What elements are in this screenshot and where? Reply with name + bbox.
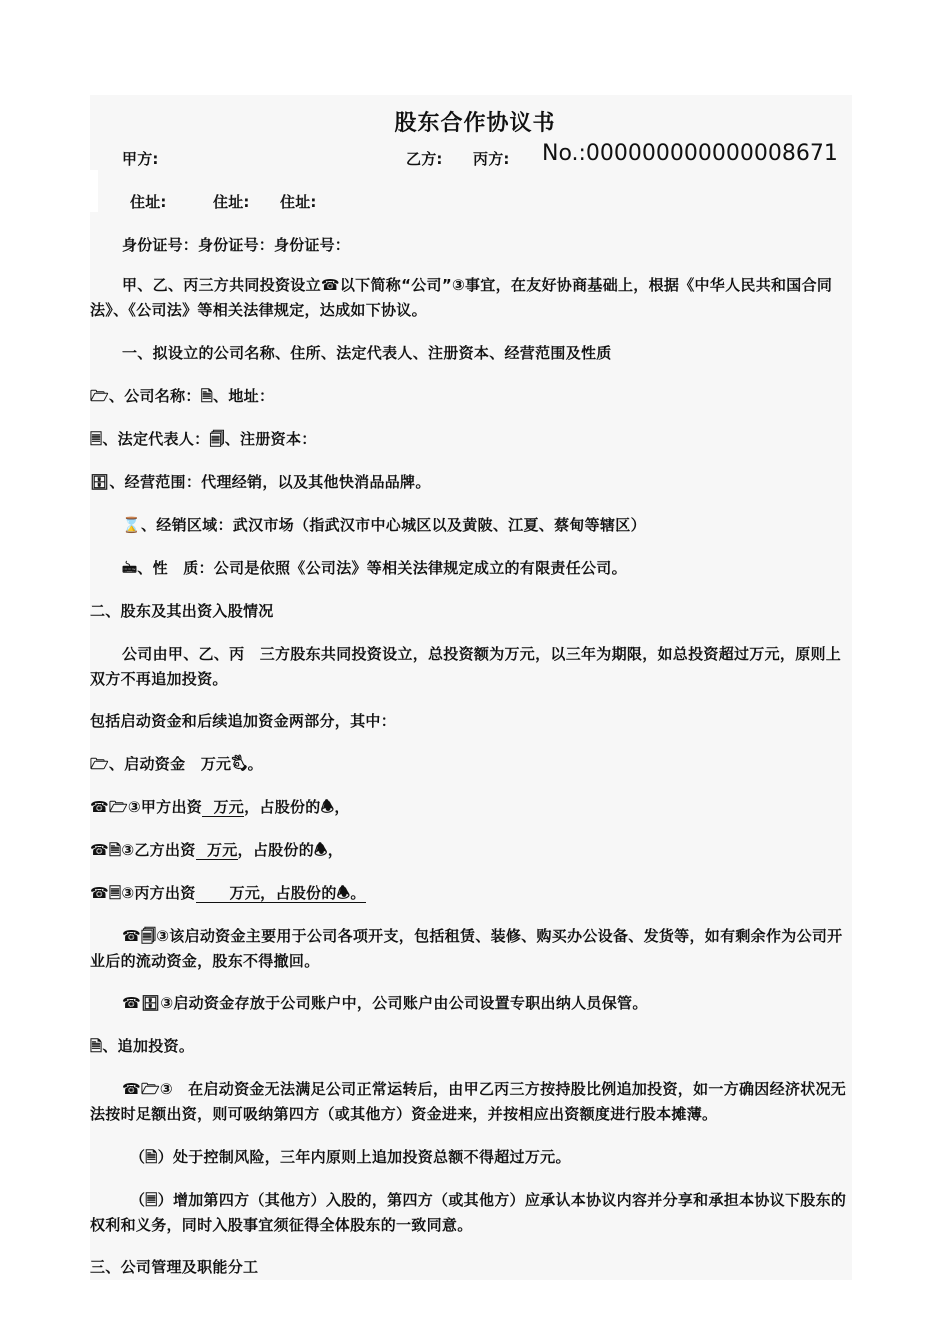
party-a-share-text: ，占股份的🕭， [244, 798, 350, 816]
party-a-contribution-line [90, 795, 852, 820]
party-b-amount-blank: 万元 [196, 842, 238, 860]
party-c-label: 丙方: [473, 150, 510, 168]
sales-region-line: ⌛、经销区域：武汉市场（指武汉市中心城区以及黄陂、江夏、蔡甸等辖区） [122, 516, 646, 534]
company-nature-line: 🖮、性 质：公司是依照《公司法》等相关法律规定成立的有限责任公司。 [122, 559, 627, 577]
document-number: No.:000000000000008671 [542, 141, 838, 166]
fourth-party-paragraph: （🗏）增加第四方（其他方）入股的，第四方（或其他方）应承认本协议内容并分享和承担本协议下股东的权利和义务，同时入股事宜须征得全体股东的一致同意。 [90, 1191, 847, 1234]
address-a-label: 住址: [130, 193, 167, 211]
party-b-label: 乙方: [406, 150, 443, 168]
startup-capital-line: 🗁、启动资金 万元🖏。 [90, 755, 263, 773]
party-a-label: 甲方: [122, 150, 159, 168]
party-b-contribution-prefix: ☎🗎③乙方出资 [90, 841, 196, 859]
startup-capital-use-paragraph: ☎🗐③该启动资金主要用于公司各项开支，包括租赁、装修、购买办公设备、发货等，如有剩余作为公司开业后的流动资金，股东不得撤回。 [90, 927, 843, 970]
section-3-title: 三、公司管理及职能分工 [90, 1258, 259, 1276]
investment-total-paragraph: 公司由甲、乙、丙 三方股东共同投资设立，总投资额为万元，以三年为期限，如总投资超过万元，原则上双方不再追加投资。 [90, 645, 842, 688]
company-name-address-line: 🗁、公司名称：🗎、地址： [90, 387, 275, 405]
startup-capital-deposit-line: ☎🗄③启动资金存放于公司账户中，公司账户由公司设置专职出纳人员保管。 [122, 994, 648, 1012]
party-a-contribution-prefix: ☎🗁③甲方出资 [90, 798, 203, 816]
party-a-amount-blank: 万元 [202, 799, 244, 817]
page-notch [86, 170, 98, 212]
intro-paragraph: 甲、乙、丙三方共同投资设立☎以下简称“公司”③事宜，在友好协商基础上，根据《中华人民共和国合同法》、《公司法》等相关法律规定，达成如下协议。 [90, 276, 833, 319]
id-number-line: 身份证号：身份证号：身份证号： [122, 236, 351, 254]
section-1-title: 一、拟设立的公司名称、住所、法定代表人、注册资本、经营范围及性质 [122, 344, 612, 362]
party-c-contribution-prefix: ☎🗏③丙方出资 [90, 884, 196, 902]
address-c-label: 住址: [280, 193, 317, 211]
party-c-contribution-line [90, 881, 852, 906]
additional-investment-title: 🗎、追加投资。 [90, 1037, 195, 1055]
business-scope-line: 🗄、经营范围：代理经销，以及其他快消品品牌。 [90, 473, 431, 491]
legal-rep-capital-line: 🗏、法定代表人：🗐、注册资本： [90, 430, 317, 448]
funding-parts-line: 包括启动资金和后续追加资金两部分，其中： [90, 712, 397, 730]
party-b-contribution-line [90, 838, 852, 863]
address-b-label: 住址: [213, 193, 250, 211]
party-b-share-text: ，占股份的🕭， [237, 841, 344, 859]
section-2-title: 二、股东及其出资入股情况 [90, 602, 274, 620]
additional-investment-paragraph: ☎🗁③ 在启动资金无法满足公司正常运转后，由甲乙丙三方按持股比例追加投资，如一方确因经济状况无法按时足额出资，则可吸纳第四方（或其他方）资金进来，并按相应出资额度进行股本摊薄。 [90, 1080, 847, 1123]
party-c-amount-share: 万元，占股份的🕭。 [196, 885, 366, 903]
risk-control-line: （🗎）处于控制风险，三年内原则上追加投资总额不得超过万元。 [130, 1148, 571, 1166]
document-title: 股东合作协议书 [394, 111, 556, 136]
